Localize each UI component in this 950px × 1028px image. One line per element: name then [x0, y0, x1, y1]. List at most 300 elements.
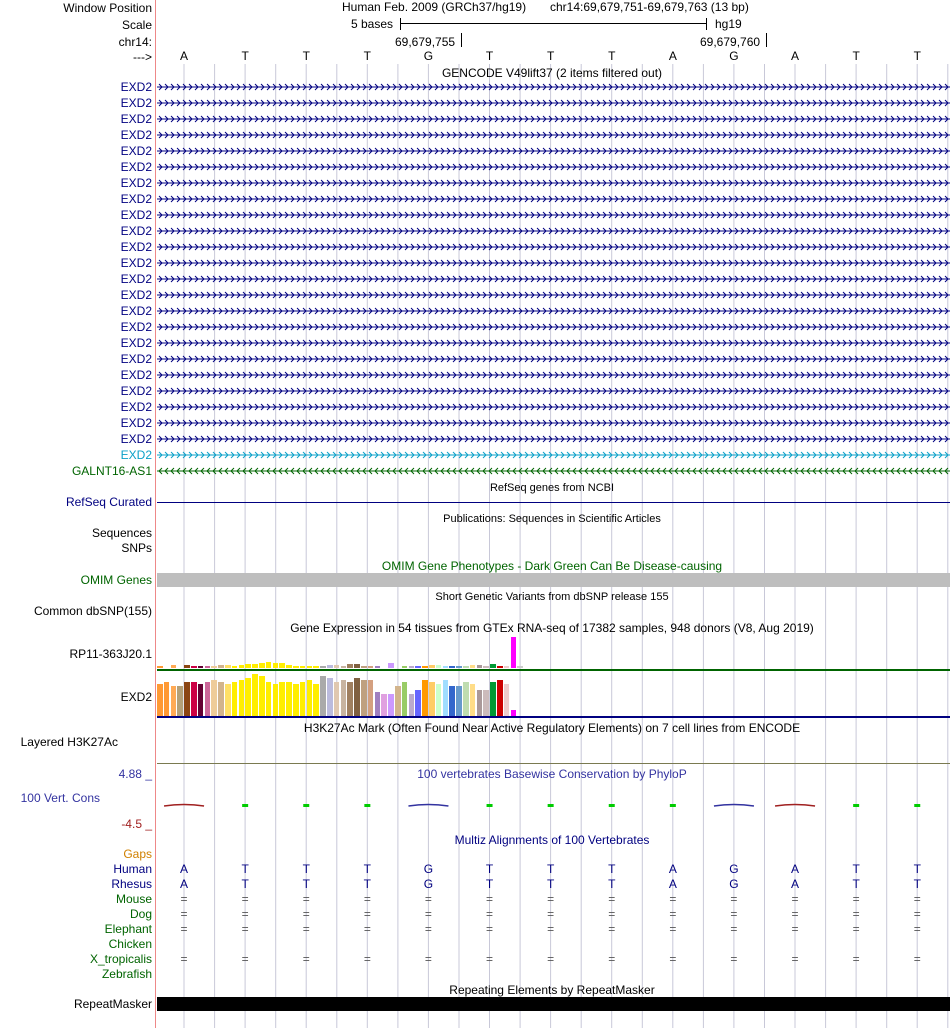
gencode-transcript-exd2[interactable]	[157, 432, 950, 446]
gtex-bars-rp11[interactable]	[157, 636, 537, 668]
gencode-label-exd2[interactable]: EXD2	[120, 320, 152, 334]
gencode-label-exd2[interactable]: EXD2	[120, 256, 152, 270]
gtex-bar[interactable]	[218, 665, 224, 668]
gencode-transcript-exd2[interactable]	[157, 144, 950, 158]
gtex-bar[interactable]	[511, 637, 517, 668]
gencode-label-exd2[interactable]: EXD2	[120, 80, 152, 94]
alignment-base: =	[791, 952, 799, 966]
phylop-mark	[670, 804, 676, 807]
base-letter: T	[241, 49, 249, 63]
gencode-label-exd2[interactable]: EXD2	[120, 384, 152, 398]
gtex-bar[interactable]	[184, 682, 190, 716]
alignment-base: =	[913, 922, 921, 936]
gtex-bar[interactable]	[402, 666, 408, 668]
base-letter: T	[913, 49, 921, 63]
base-letter: T	[546, 49, 555, 63]
alignment-base: =	[608, 907, 616, 921]
gtex-bar[interactable]	[415, 690, 421, 716]
base-letter: A	[180, 49, 189, 63]
gtex-bar[interactable]	[232, 666, 238, 668]
scale-label: Scale	[121, 18, 152, 32]
gencode-label-exd2[interactable]: EXD2	[120, 224, 152, 238]
dbsnp-title: Short Genetic Variants from dbSNP release 155	[435, 591, 669, 603]
gencode-transcript-exd2[interactable]	[157, 304, 950, 318]
gtex-bar[interactable]	[347, 682, 353, 716]
h3k27ac-title: H3K27Ac Mark (Often Found Near Active Regulatory Elements) on 7 cell lines from ENCODE	[303, 721, 801, 735]
gencode-label-exd2[interactable]: EXD2	[120, 160, 152, 174]
alignment-base: G	[729, 877, 739, 891]
alignment-base: G	[423, 862, 434, 876]
gencode-label-exd2[interactable]: EXD2	[120, 432, 152, 446]
base-letter: T	[485, 49, 494, 63]
alignment-base: =	[180, 952, 188, 966]
alignment-base: G	[729, 862, 739, 876]
gtex-bar[interactable]	[259, 676, 265, 716]
gencode-label-galnt16-as1[interactable]: GALNT16-AS1	[71, 464, 152, 478]
gtex-bar[interactable]	[449, 686, 455, 716]
gtex-bar[interactable]	[504, 666, 510, 668]
alignment-base: =	[547, 952, 555, 966]
alignment-base: =	[302, 892, 310, 906]
gencode-transcript-exd2[interactable]	[157, 272, 950, 286]
gtex-bar[interactable]	[273, 684, 279, 716]
alignment-base: =	[486, 952, 494, 966]
alignment-base: =	[180, 907, 188, 921]
gtex-bar[interactable]	[402, 682, 408, 716]
alignment-base: =	[852, 922, 860, 936]
alignment-base: T	[608, 877, 616, 891]
position-text: chr14:69,679,751-69,679,763 (13 bp)	[550, 0, 749, 14]
gtex-bar[interactable]	[239, 680, 245, 716]
gtex-bar[interactable]	[429, 665, 435, 668]
base-letter: A	[668, 49, 677, 63]
gtex-bar[interactable]	[307, 666, 313, 668]
gtex-bar[interactable]	[477, 665, 483, 668]
gtex-bar[interactable]	[313, 666, 319, 668]
gtex-bar[interactable]	[334, 682, 340, 716]
gtex-bar[interactable]	[211, 680, 217, 716]
h3k27ac-label[interactable]: Layered H3K27Ac	[20, 735, 118, 749]
gtex-bar[interactable]	[279, 663, 285, 668]
assembly-text: Human Feb. 2009 (GRCh37/hg19)	[342, 0, 527, 14]
species-label-chicken[interactable]: Chicken	[108, 937, 152, 951]
gtex-bar[interactable]	[205, 666, 211, 668]
alignment-base: A	[791, 877, 800, 891]
gtex-bar[interactable]	[259, 663, 265, 668]
gtex-bar[interactable]	[368, 666, 374, 668]
gtex-bar[interactable]	[320, 676, 326, 716]
gtex-bar[interactable]	[483, 690, 489, 716]
gtex-bar[interactable]	[443, 666, 449, 668]
alignment-base: A	[180, 877, 189, 891]
gtex-bar[interactable]	[191, 666, 197, 668]
gencode-label-exd2[interactable]: EXD2	[120, 192, 152, 206]
gtex-bar[interactable]	[239, 665, 245, 668]
gtex-bar[interactable]	[477, 690, 483, 716]
db-text: hg19	[715, 17, 742, 31]
gencode-transcript-exd2[interactable]	[157, 320, 950, 334]
gtex-bar[interactable]	[157, 666, 163, 668]
alignment-base: =	[547, 922, 555, 936]
repeatmasker-title: Repeating Elements by RepeatMasker	[449, 983, 655, 997]
alignment-base: =	[608, 952, 616, 966]
gtex-bar[interactable]	[198, 684, 204, 716]
gencode-transcript-exd2[interactable]	[157, 112, 950, 126]
gtex-bar[interactable]	[361, 666, 367, 668]
alignment-base: =	[486, 892, 494, 906]
gtex-bar[interactable]	[449, 666, 455, 668]
alignment-base: =	[852, 907, 860, 921]
alignment-base: =	[913, 892, 921, 906]
gtex-bar[interactable]	[429, 682, 435, 716]
alignment-base: =	[241, 892, 249, 906]
alignment-base: =	[791, 922, 799, 936]
gencode-transcript-exd2[interactable]	[157, 448, 950, 462]
alignment-base: =	[669, 907, 677, 921]
gtex-gene-label-2[interactable]: EXD2	[120, 690, 152, 704]
gencode-transcript-exd2[interactable]	[157, 336, 950, 350]
alignment-base: T	[546, 862, 555, 876]
gencode-transcript-exd2[interactable]	[157, 400, 950, 414]
gtex-bar[interactable]	[388, 694, 394, 716]
refseq-title: RefSeq genes from NCBI	[489, 482, 615, 494]
species-label-elephant[interactable]: Elephant	[104, 922, 152, 936]
gtex-bar[interactable]	[218, 682, 224, 716]
gtex-bar[interactable]	[443, 680, 449, 716]
alignment-base: =	[241, 952, 249, 966]
phylop-mark	[242, 804, 248, 807]
coord-right-tick	[766, 33, 767, 47]
gencode-label-exd2[interactable]: EXD2	[120, 400, 152, 414]
alignment-base: T	[302, 862, 310, 876]
omim-gene-bar[interactable]	[157, 573, 950, 587]
scale-bar-left-tick	[400, 18, 401, 30]
gtex-bar[interactable]	[490, 664, 496, 668]
gencode-label-exd2[interactable]: EXD2	[120, 128, 152, 142]
alignment-base: T	[852, 877, 860, 891]
gtex-bar[interactable]	[517, 666, 523, 668]
gtex-bar[interactable]	[395, 686, 401, 716]
gtex-bar[interactable]	[184, 665, 190, 668]
alignment-base: =	[363, 907, 371, 921]
gtex-bar[interactable]	[347, 664, 353, 668]
species-label-mouse[interactable]: Mouse	[115, 892, 152, 906]
gtex-bottom-line	[157, 716, 950, 718]
species-label-rhesus[interactable]: Rhesus	[111, 877, 152, 891]
alignment-base: T	[913, 877, 921, 891]
multiz-title: Multiz Alignments of 100 Vertebrates	[454, 833, 650, 847]
gtex-bar[interactable]	[273, 663, 279, 668]
base-letter: T	[363, 49, 372, 63]
alignment-base: =	[791, 892, 799, 906]
alignment-base: T	[363, 877, 372, 891]
gencode-label-exd2[interactable]: EXD2	[120, 144, 152, 158]
alignment-base: =	[730, 922, 738, 936]
gtex-bar[interactable]	[415, 666, 421, 668]
chrom-label: chr14:	[118, 35, 152, 49]
gtex-bar[interactable]	[164, 682, 170, 716]
coord-right: 69,679,760	[700, 35, 761, 49]
alignment-base: =	[180, 922, 188, 936]
alignment-base: A	[668, 877, 677, 891]
gtex-bar[interactable]	[497, 680, 503, 716]
dbsnp-label[interactable]: Common dbSNP(155)	[33, 604, 152, 618]
alignment-base: =	[302, 952, 310, 966]
base-letter: T	[608, 49, 616, 63]
gtex-bar[interactable]	[375, 692, 381, 716]
gtex-bar[interactable]	[313, 684, 319, 716]
gtex-bar[interactable]	[225, 665, 231, 668]
alignment-base: =	[730, 892, 738, 906]
gtex-bar[interactable]	[266, 662, 272, 668]
gtex-bar[interactable]	[327, 665, 333, 668]
gtex-bar[interactable]	[191, 682, 197, 716]
gencode-label-exd2[interactable]: EXD2	[120, 288, 152, 302]
h3k27ac-baseline	[157, 763, 950, 764]
phylop-mark	[714, 805, 754, 807]
gtex-bar[interactable]	[354, 678, 360, 716]
alignment-base: A	[791, 862, 800, 876]
gtex-bar[interactable]	[286, 665, 292, 668]
gencode-title: GENCODE V49lift37 (2 items filtered out)	[441, 66, 663, 80]
gtex-bar[interactable]	[456, 686, 462, 716]
gtex-bar[interactable]	[279, 682, 285, 716]
base-letter: G	[423, 49, 434, 63]
gtex-bar[interactable]	[409, 694, 415, 716]
scale-bar-right-tick	[706, 18, 707, 30]
gtex-bar[interactable]	[245, 664, 251, 668]
phylop-mark	[408, 805, 448, 807]
gencode-label-exd2[interactable]: EXD2	[120, 368, 152, 382]
gtex-bar[interactable]	[463, 666, 469, 668]
omim-label[interactable]: OMIM Genes	[80, 573, 152, 587]
gencode-transcript-exd2[interactable]	[157, 208, 950, 222]
species-label-zebrafish[interactable]: Zebrafish	[101, 967, 152, 981]
gencode-label-exd2[interactable]: EXD2	[120, 240, 152, 254]
phylop-mark	[164, 805, 204, 807]
alignment-base: G	[423, 877, 434, 891]
gtex-bar[interactable]	[300, 666, 306, 668]
coord-left-tick	[461, 33, 462, 47]
scale-bar	[400, 23, 706, 24]
species-label-dog[interactable]: Dog	[129, 907, 152, 921]
alignment-base: T	[852, 862, 860, 876]
gencode-transcript-exd2[interactable]	[157, 192, 950, 206]
alignment-base: =	[547, 907, 555, 921]
phylop-mark	[609, 804, 615, 807]
phylop-mark	[853, 804, 859, 807]
gtex-bar[interactable]	[483, 666, 489, 668]
phylop-mark	[303, 804, 309, 807]
base-letter: T	[302, 49, 310, 63]
gencode-transcript-exd2[interactable]	[157, 256, 950, 270]
gencode-label-exd2[interactable]: EXD2	[120, 112, 152, 126]
gtex-bar[interactable]	[293, 684, 299, 716]
gtex-bar[interactable]	[463, 682, 469, 716]
gtex-bar[interactable]	[422, 666, 428, 668]
alignment-base: A	[180, 862, 189, 876]
gtex-bar[interactable]	[320, 666, 326, 668]
gtex-bar[interactable]	[225, 684, 231, 716]
gtex-bar[interactable]	[171, 665, 177, 668]
alignment-base: =	[424, 892, 432, 906]
gencode-transcript-exd2[interactable]	[157, 416, 950, 430]
alignment-base: T	[302, 877, 310, 891]
gtex-title: Gene Expression in 54 tissues from GTEx RNA-seq of 17382 samples, 948 donors (V8, Aug 2019)	[290, 621, 814, 635]
gtex-bar[interactable]	[252, 664, 258, 668]
alignment-base: =	[180, 892, 188, 906]
gtex-bar[interactable]	[388, 663, 394, 668]
gencode-transcript-exd2[interactable]	[157, 96, 950, 110]
gtex-bar[interactable]	[341, 666, 347, 668]
phylop-mark	[548, 804, 554, 807]
gtex-bar[interactable]	[381, 694, 387, 716]
alignment-base: =	[852, 892, 860, 906]
alignment-base: =	[730, 952, 738, 966]
gtex-gene-label-1[interactable]: RP11-363J20.1	[69, 647, 152, 661]
gtex-bar[interactable]	[211, 666, 217, 668]
gtex-bar[interactable]	[470, 665, 476, 668]
gtex-bar[interactable]	[341, 680, 347, 716]
gtex-bar[interactable]	[177, 686, 183, 716]
gencode-label-exd2[interactable]: EXD2	[120, 208, 152, 222]
gencode-transcript-galnt16-as1[interactable]	[157, 464, 950, 478]
gtex-bar[interactable]	[490, 682, 496, 716]
gencode-label-exd2[interactable]: EXD2	[120, 176, 152, 190]
phylop-graph[interactable]	[0, 796, 950, 816]
alignment-base: T	[485, 862, 494, 876]
gtex-bar[interactable]	[375, 666, 381, 668]
gencode-label-exd2[interactable]: EXD2	[120, 304, 152, 318]
alignment-base: =	[608, 922, 616, 936]
alignment-base: T	[241, 877, 249, 891]
publications-label-snps[interactable]: SNPs	[121, 541, 152, 555]
gtex-bar[interactable]	[307, 680, 313, 716]
alignment-base: =	[852, 952, 860, 966]
phylop-mark	[487, 804, 493, 807]
alignment-base: =	[791, 907, 799, 921]
alignment-base: T	[913, 862, 921, 876]
alignment-base: =	[424, 922, 432, 936]
gtex-bar[interactable]	[456, 666, 462, 668]
strand-label: --->	[133, 50, 152, 64]
gtex-bar[interactable]	[198, 666, 204, 668]
gencode-transcript-exd2[interactable]	[157, 288, 950, 302]
phylop-mark	[914, 804, 920, 807]
publications-title: Publications: Sequences in Scientific Articles	[443, 513, 661, 525]
gtex-bar[interactable]	[422, 680, 428, 716]
gencode-label-exd2[interactable]: EXD2	[120, 352, 152, 366]
alignment-base: =	[913, 907, 921, 921]
gtex-bar[interactable]	[436, 684, 442, 716]
gencode-transcript-exd2[interactable]	[157, 384, 950, 398]
gtex-bar[interactable]	[300, 682, 306, 716]
publications-label-sequences[interactable]: Sequences	[91, 526, 152, 540]
gencode-transcript-exd2[interactable]	[157, 160, 950, 174]
alignment-base: =	[669, 922, 677, 936]
gencode-label-exd2[interactable]: EXD2	[120, 96, 152, 110]
species-label-human[interactable]: Human	[113, 862, 152, 876]
alignment-base: =	[669, 892, 677, 906]
phylop-title: 100 vertebrates Basewise Conservation by PhyloP	[417, 767, 687, 781]
gtex-bar[interactable]	[327, 678, 333, 716]
gencode-transcript-exd2[interactable]	[157, 352, 950, 366]
gtex-bar[interactable]	[232, 682, 238, 716]
phylop-label[interactable]: 100 Vert. Cons	[20, 791, 100, 805]
gencode-label-exd2[interactable]: EXD2	[120, 336, 152, 350]
gtex-bar[interactable]	[368, 680, 374, 716]
gtex-bar[interactable]	[293, 666, 299, 668]
gencode-transcript-exd2[interactable]	[157, 224, 950, 238]
repeatmasker-label[interactable]: RepeatMasker	[73, 997, 152, 1011]
gtex-bar[interactable]	[436, 665, 442, 668]
omim-title: OMIM Gene Phenotypes - Dark Green Can Be Disease-causing	[381, 559, 723, 573]
alignment-base: A	[668, 862, 677, 876]
alignment-base: T	[363, 862, 372, 876]
alignment-base: =	[241, 922, 249, 936]
gtex-bar[interactable]	[245, 678, 251, 716]
alignment-base: =	[486, 907, 494, 921]
gencode-transcript-exd2[interactable]	[157, 128, 950, 142]
gtex-bar[interactable]	[504, 684, 510, 716]
gtex-bar[interactable]	[361, 680, 367, 716]
alignment-base: =	[608, 892, 616, 906]
alignment-base: =	[302, 907, 310, 921]
species-label-x_tropicalis[interactable]: X_tropicalis	[89, 952, 152, 966]
gtex-bar[interactable]	[286, 682, 292, 716]
gencode-transcript-exd2[interactable]	[157, 240, 950, 254]
alignment-base: =	[302, 922, 310, 936]
alignment-base: T	[546, 877, 555, 891]
gtex-bar[interactable]	[354, 664, 360, 668]
base-letter: G	[729, 49, 739, 63]
gtex-bar[interactable]	[252, 674, 258, 716]
alignment-base: T	[485, 877, 494, 891]
gtex-bar[interactable]	[334, 665, 340, 668]
phylop-min: -4.5 _	[121, 817, 152, 831]
coord-left: 69,679,755	[395, 35, 456, 49]
alignment-base: =	[547, 892, 555, 906]
gencode-transcript-exd2[interactable]	[157, 368, 950, 382]
alignment-base: =	[913, 952, 921, 966]
repeatmasker-bar[interactable]	[157, 997, 950, 1011]
gencode-transcript-exd2[interactable]	[157, 176, 950, 190]
multiz-gaps-label[interactable]: Gaps	[123, 847, 152, 861]
gtex-bar[interactable]	[409, 666, 415, 668]
base-letter: A	[791, 49, 800, 63]
gtex-bar[interactable]	[205, 682, 211, 716]
alignment-base: =	[424, 907, 432, 921]
alignment-base: =	[424, 952, 432, 966]
gtex-bar[interactable]	[497, 666, 503, 668]
label-divider	[155, 0, 156, 1028]
refseq-label[interactable]: RefSeq Curated	[65, 495, 152, 509]
alignment-base: =	[669, 952, 677, 966]
alignment-base: T	[241, 862, 249, 876]
phylop-mark	[775, 805, 815, 807]
alignment-base: =	[363, 922, 371, 936]
gencode-label-exd2[interactable]: EXD2	[120, 416, 152, 430]
gencode-transcript-exd2[interactable]	[157, 80, 950, 94]
refseq-gene-line[interactable]	[157, 502, 950, 503]
gtex-bar[interactable]	[157, 684, 163, 716]
gencode-label-exd2[interactable]: EXD2	[120, 448, 152, 462]
gtex-bar[interactable]	[470, 684, 476, 716]
gtex-bar[interactable]	[171, 686, 177, 716]
gtex-bars-exd2[interactable]	[157, 671, 537, 716]
gtex-bar[interactable]	[266, 682, 272, 716]
gencode-label-exd2[interactable]: EXD2	[120, 272, 152, 286]
